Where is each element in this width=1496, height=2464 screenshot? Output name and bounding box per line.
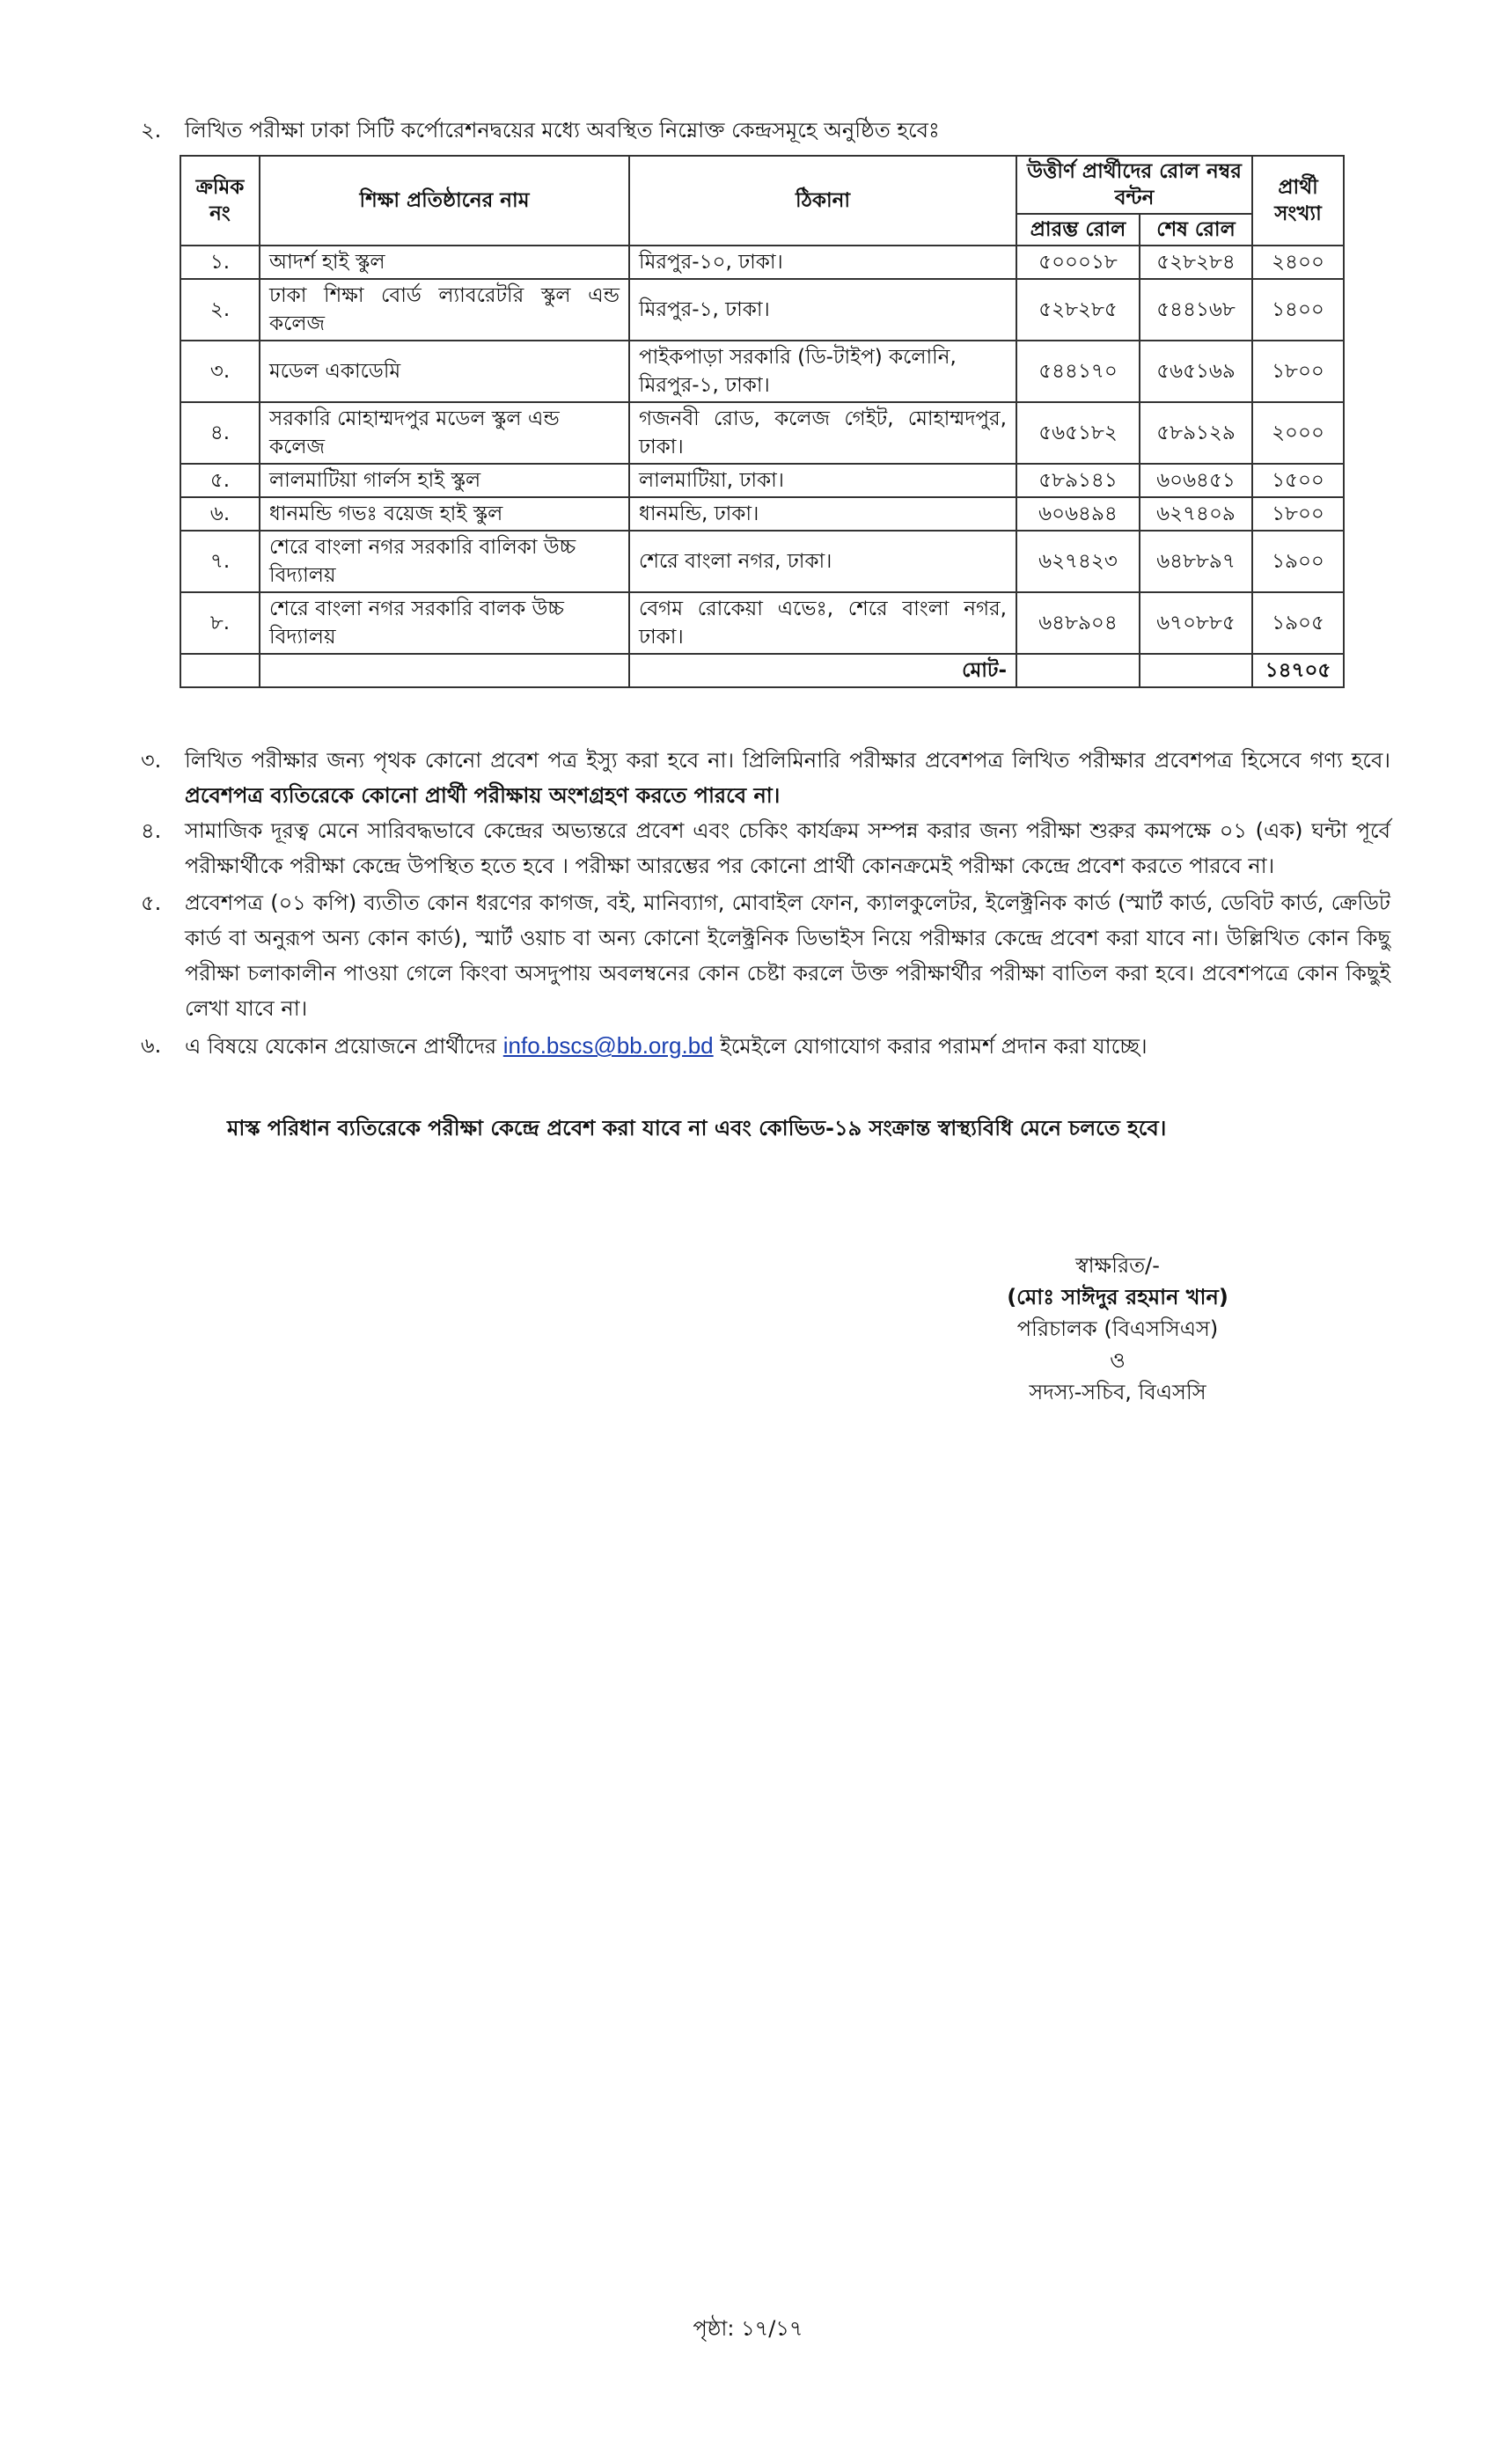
cell-count: ১৮০০ bbox=[1252, 341, 1344, 402]
cell-serial: ৩. bbox=[180, 341, 260, 402]
contact-text-after: ইমেইলে যোগাযোগ করার পরামর্শ প্রদান করা যাচ্ছে। bbox=[720, 1034, 1148, 1059]
cell-roll-end: ৬৪৮৮৯৭ bbox=[1140, 531, 1252, 592]
cell-institution: ঢাকা শিক্ষা বোর্ড ল্যাবরেটরি স্কুল এন্ড কলেজ bbox=[260, 279, 629, 341]
header-roll-group: উত্তীর্ণ প্রার্থীদের রোল নম্বর বন্টন bbox=[1016, 156, 1252, 214]
item-number: ৪. bbox=[141, 818, 162, 843]
cell-count: ১৮০০ bbox=[1252, 497, 1344, 531]
cell-roll-end: ৫৬৫১৬৯ bbox=[1140, 341, 1252, 402]
contact-text-before: এ বিষয়ে যেকোন প্রয়োজনে প্রার্থীদের bbox=[185, 1034, 497, 1059]
cell-count: ২৪০০ bbox=[1252, 246, 1344, 279]
instruction-text bbox=[185, 1028, 1390, 1064]
cell-roll-end: ৫২৮২৮৪ bbox=[1140, 246, 1252, 279]
instruction-text: প্রবেশপত্র (০১ কপি) ব্যতীত কোন ধরণের কাগজ, বই, মানিব্যাগ, মোবাইল ফোন, ক্যালকুলেটর, ইলেক্ট্রনিক কার্ড (স্মার্ট কার্ড, ডেবিট কার্ড, ক্রেডিট কার্ড বা অনুরূপ অন্য কোন কার্ড), স্মার্ট ওয়াচ বা অন্য কোনো ইলেক্ট্রনিক ডিভাইস নিয়ে পরীক্ষার কেন্দ্রে প্রবেশ করা যাবে না। উল্লিখিত কোন কিছু পরীক্ষা চলাকালীন পাওয়া গেলে কিংবা অসদুপায় অবলম্বনের কোন চেষ্টা করলে উক্ত পরীক্ষার্থীর পরীক্ষা বাতিল করা হবে। প্রবেশপত্রে কোন কিছুই লেখা যাবে না। bbox=[185, 891, 1390, 1021]
table-total-row bbox=[180, 654, 1344, 687]
cell-address: বেগম রোকেয়া এভেঃ, শেরে বাংলা নগর, ঢাকা। bbox=[629, 592, 1016, 654]
table-row bbox=[180, 246, 1344, 279]
cell-empty bbox=[260, 654, 629, 687]
cell-serial: ৭. bbox=[180, 531, 260, 592]
cell-roll-start: ৬০৬৪৯৪ bbox=[1016, 497, 1140, 531]
table-row bbox=[180, 531, 1344, 592]
page-number: পৃষ্ঠা: ১৭/১৭ bbox=[693, 2316, 803, 2341]
item-number: ৩. bbox=[141, 748, 162, 773]
cell-roll-end: ৫৪৪১৬৮ bbox=[1140, 279, 1252, 341]
cell-address: মিরপুর-১০, ঢাকা। bbox=[629, 246, 1016, 279]
exam-centers-table bbox=[180, 155, 1345, 688]
cell-count: ১৪০০ bbox=[1252, 279, 1344, 341]
cell-institution: ধানমন্ডি গভঃ বয়েজ হাই স্কুল bbox=[260, 497, 629, 531]
cell-count: ১৫০০ bbox=[1252, 464, 1344, 497]
cell-roll-start: ৬২৭৪২৩ bbox=[1016, 531, 1140, 592]
instruction-text-regular: লিখিত পরীক্ষার জন্য পৃথক কোনো প্রবেশ পত্র ইস্যু করা হবে না। প্রিলিমিনারি পরীক্ষার প্রবেশপত্র লিখিত পরীক্ষার প্রবেশপত্র হিসেবে গণ্য হবে। bbox=[185, 748, 1390, 773]
cell-serial: ২. bbox=[180, 279, 260, 341]
header-count: প্রার্থী সংখ্যা bbox=[1252, 156, 1344, 246]
cell-institution: লালমাটিয়া গার্লস হাই স্কুল bbox=[260, 464, 629, 497]
cell-roll-start: ৫৮৯১৪১ bbox=[1016, 464, 1140, 497]
instruction-arrival-time bbox=[141, 813, 1390, 884]
header-roll-end: শেষ রোল bbox=[1140, 214, 1252, 246]
header-serial: ক্রমিক নং bbox=[180, 156, 260, 246]
intro-text: লিখিত পরীক্ষা ঢাকা সিটি কর্পোরেশনদ্বয়ের মধ্যে অবস্থিত নিম্নোক্ত কেন্দ্রসমূহে অনুষ্ঠিত হবেঃ bbox=[185, 118, 940, 143]
cell-address: পাইকপাড়া সরকারি (ডি-টাইপ) কলোনি, মিরপুর-১, ঢাকা। bbox=[629, 341, 1016, 402]
cell-roll-start: ৫০০০১৮ bbox=[1016, 246, 1140, 279]
signatory-conjunction: ও bbox=[1110, 1348, 1126, 1373]
cell-empty bbox=[1016, 654, 1140, 687]
table-row bbox=[180, 279, 1344, 341]
instruction-text-bold: প্রবেশপত্র ব্যতিরেকে কোনো প্রার্থী পরীক্ষায় অংশগ্রহণ করতে পারবে না। bbox=[185, 783, 781, 808]
instruction-text: সামাজিক দূরত্ব মেনে সারিবদ্ধভাবে কেন্দ্রের অভ্যন্তরে প্রবেশ এবং চেকিং কার্যক্রম সম্পন্ন করার জন্য পরীক্ষা শুরুর কমপক্ষে ০১ (এক) ঘন্টা পূর্বে পরীক্ষার্থীকে পরীক্ষা কেন্দ্রে উপস্থিত হতে হবে । পরীক্ষা আরম্ভের পর কোনো প্রার্থী কোনক্রমেই পরীক্ষা কেন্দ্রে প্রবেশ করতে পারবে না। bbox=[185, 818, 1390, 878]
total-label: মোট- bbox=[629, 654, 1016, 687]
cell-roll-start: ৫৪৪১৭০ bbox=[1016, 341, 1140, 402]
cell-roll-start: ৬৪৮৯০৪ bbox=[1016, 592, 1140, 654]
cell-institution: আদর্শ হাই স্কুল bbox=[260, 246, 629, 279]
cell-institution: শেরে বাংলা নগর সরকারি বালিকা উচ্চ বিদ্যালয় bbox=[260, 531, 629, 592]
cell-empty bbox=[1140, 654, 1252, 687]
cell-institution: সরকারি মোহাম্মদপুর মডেল স্কুল এন্ড কলেজ bbox=[260, 402, 629, 464]
total-value: ১৪৭০৫ bbox=[1252, 654, 1344, 687]
item-number: ২. bbox=[141, 118, 162, 143]
signatory-name: (মোঃ সাঈদুর রহমান খান) bbox=[1007, 1285, 1228, 1309]
cell-empty bbox=[180, 654, 260, 687]
intro-paragraph bbox=[141, 113, 1390, 148]
cell-roll-end: ৫৮৯১২৯ bbox=[1140, 402, 1252, 464]
table-row bbox=[180, 402, 1344, 464]
covid-notice: মাস্ক পরিধান ব্যতিরেকে পরীক্ষা কেন্দ্রে প্রবেশ করা যাবে না এবং কোভিড-১৯ সংক্রান্ত স্বাস্থ্যবিধি মেনে চলতে হবে। bbox=[227, 1116, 1167, 1140]
cell-roll-end: ৬০৬৪৫১ bbox=[1140, 464, 1252, 497]
header-address: ঠিকানা bbox=[629, 156, 1016, 246]
cell-count: ২০০০ bbox=[1252, 402, 1344, 464]
contact-email-link[interactable]: info.bscs@bb.org.bd bbox=[502, 1032, 714, 1059]
item-number: ৫. bbox=[141, 891, 162, 915]
cell-address: ধানমন্ডি, ঢাকা। bbox=[629, 497, 1016, 531]
cell-roll-end: ৬২৭৪০৯ bbox=[1140, 497, 1252, 531]
cell-serial: ৫. bbox=[180, 464, 260, 497]
table-header-row bbox=[180, 156, 1344, 214]
cell-address: শেরে বাংলা নগর, ঢাকা। bbox=[629, 531, 1016, 592]
header-institution: শিক্ষা প্রতিষ্ঠানের নাম bbox=[260, 156, 629, 246]
signatory-role: সদস্য-সচিব, বিএসসি bbox=[1029, 1380, 1206, 1404]
instruction-admit-card bbox=[141, 743, 1390, 813]
cell-roll-start: ৫২৮২৮৫ bbox=[1016, 279, 1140, 341]
cell-serial: ৪. bbox=[180, 402, 260, 464]
instruction-text bbox=[185, 743, 1390, 813]
cell-serial: ৮. bbox=[180, 592, 260, 654]
cell-count: ১৯০০ bbox=[1252, 531, 1344, 592]
cell-institution: মডেল একাডেমি bbox=[260, 341, 629, 402]
cell-institution: শেরে বাংলা নগর সরকারি বালক উচ্চ বিদ্যালয় bbox=[260, 592, 629, 654]
item-number: ৬. bbox=[141, 1033, 162, 1058]
cell-roll-start: ৫৬৫১৮২ bbox=[1016, 402, 1140, 464]
table-row bbox=[180, 341, 1344, 402]
signatory-designation: পরিচালক (বিএসসিএস) bbox=[1016, 1316, 1219, 1341]
signature-signed: স্বাক্ষরিত/- bbox=[1075, 1253, 1160, 1278]
table-row bbox=[180, 464, 1344, 497]
cell-roll-end: ৬৭০৮৮৫ bbox=[1140, 592, 1252, 654]
cell-address: মিরপুর-১, ঢাকা। bbox=[629, 279, 1016, 341]
table-row bbox=[180, 497, 1344, 531]
cell-serial: ১. bbox=[180, 246, 260, 279]
cell-address: লালমাটিয়া, ঢাকা। bbox=[629, 464, 1016, 497]
instruction-prohibited-items bbox=[141, 885, 1390, 1026]
header-roll-start: প্রারম্ভ রোল bbox=[1016, 214, 1140, 246]
instruction-contact-email bbox=[141, 1028, 1390, 1064]
cell-count: ১৯০৫ bbox=[1252, 592, 1344, 654]
table-row bbox=[180, 592, 1344, 654]
cell-address: গজনবী রোড, কলেজ গেইট, মোহাম্মদপুর, ঢাকা। bbox=[629, 402, 1016, 464]
cell-serial: ৬. bbox=[180, 497, 260, 531]
